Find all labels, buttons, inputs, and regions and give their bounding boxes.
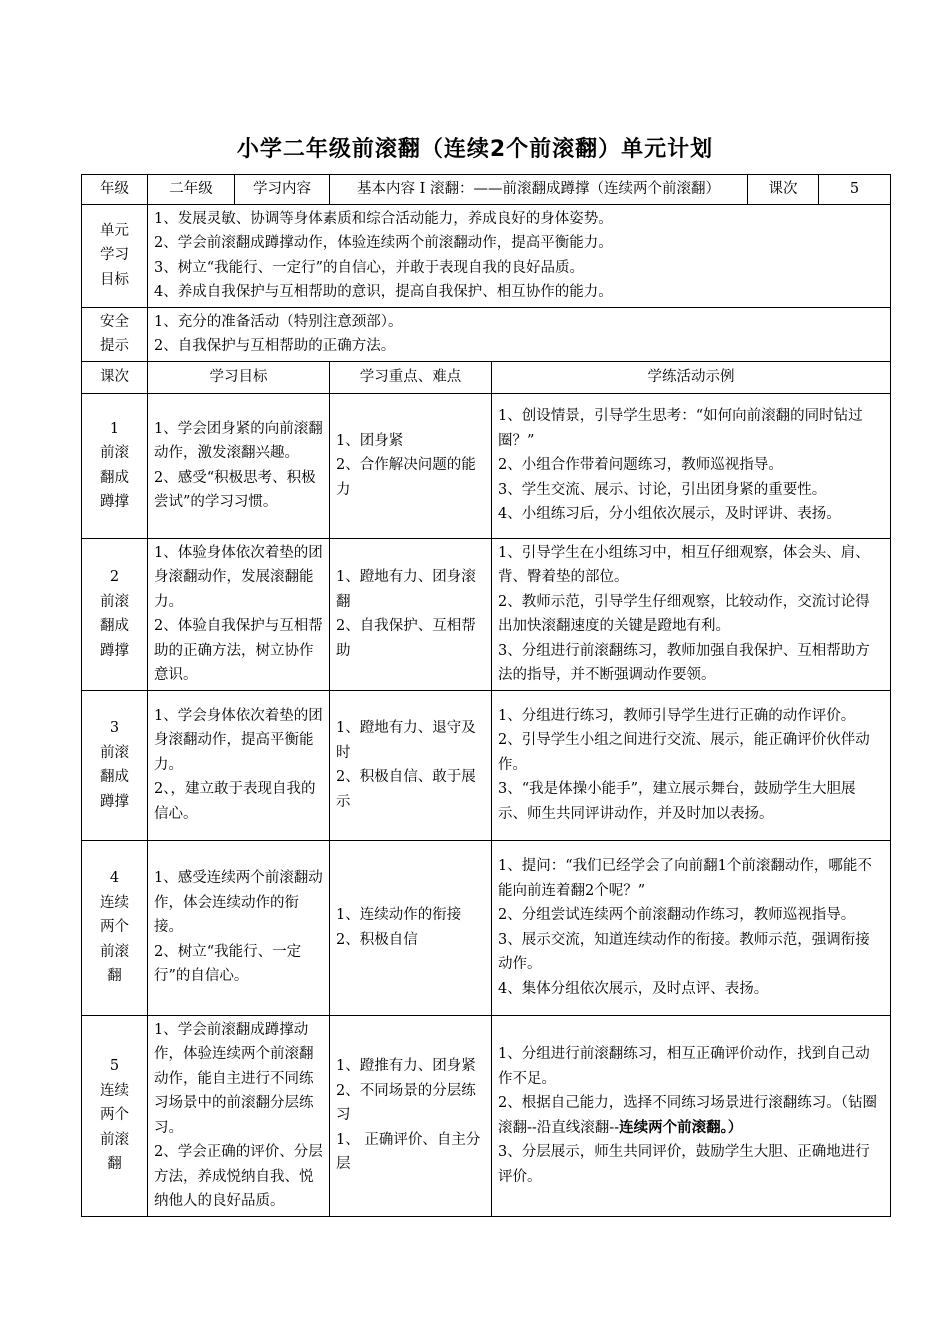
- lesson-activity-item: 4、小组练习后，分小组依次展示，及时评讲、表扬。: [498, 506, 841, 523]
- unit-goal-item: 4、养成自我保护与互相帮助的意识，提高自我保护、相互协作的能力。: [154, 284, 613, 300]
- lesson-key-item: 2、不同场景的分层练习: [336, 1082, 476, 1124]
- lesson-label-line: 2: [109, 569, 120, 585]
- lesson-key-item: 2、积极自信、敢于展示: [336, 769, 476, 810]
- lesson-label-line: 蹲撑: [100, 642, 129, 659]
- lesson-label: [82, 393, 148, 538]
- grade-label: 年级: [82, 175, 148, 205]
- lesson-label-line: 两个: [100, 1107, 129, 1124]
- lesson-activities: [492, 538, 891, 690]
- lesson-label-line: 连续: [100, 1082, 129, 1099]
- lesson-label: [82, 538, 148, 690]
- unit-goal-item: 2、学会前滚翻成蹲撑动作，体验连续两个前滚翻动作，提高平衡能力。: [154, 235, 613, 251]
- lesson-key-item: 2、自我保护、互相帮助: [336, 618, 476, 659]
- col-activity-header: 学练活动示例: [492, 361, 891, 393]
- lesson-activities: [492, 690, 891, 840]
- lesson-goals: [148, 840, 330, 1015]
- lesson-row: [82, 840, 891, 1015]
- lessons-label: 课次: [748, 175, 819, 205]
- safety-content: [148, 307, 891, 361]
- safety-label-line: 提示: [100, 338, 129, 354]
- activity-emphasis: 连续两个前滚翻。）: [619, 1118, 743, 1136]
- lesson-row: [82, 393, 891, 538]
- unit-goals-label-line: 目标: [100, 271, 129, 288]
- lesson-label-line: 4: [109, 870, 120, 887]
- lesson-key-item: 2、合作解决问题的能力: [336, 457, 476, 498]
- lesson-label-line: 3: [109, 720, 120, 736]
- lesson-goal-item: 2、感受“积极思考、积极尝试”的学习习惯。: [154, 469, 316, 510]
- lesson-key-item: 1、蹬地有力、团身滚翻: [336, 569, 476, 610]
- content-value: 基本内容 I 滚翻：——前滚翻成蹲撑（连续两个前滚翻）: [330, 175, 748, 205]
- lesson-goals: [148, 393, 330, 538]
- lesson-label-line: 前滚: [100, 1131, 129, 1148]
- col-lesson-header: 课次: [82, 361, 148, 393]
- lesson-label-line: 1: [109, 420, 120, 437]
- lesson-label-line: 翻成: [100, 618, 129, 634]
- lesson-activity-item: [498, 1091, 884, 1140]
- safety-label: [82, 307, 148, 361]
- lesson-goal-item: 2、学会正确的评价、分层方法，养成悦纳自我、悦纳他人的良好品质。: [154, 1144, 323, 1209]
- unit-goals-label: [82, 204, 148, 307]
- column-header-row: [82, 361, 891, 393]
- lesson-activity-item: 2、分组尝试连续两个前滚翻动作练习，教师巡视指导。: [498, 907, 856, 923]
- lesson-label-line: 前滚: [100, 445, 129, 461]
- lesson-label-line: 翻: [107, 1156, 122, 1173]
- lesson-key-item: 1、 正确评价、自主分层: [336, 1131, 481, 1173]
- lesson-label: [82, 690, 148, 840]
- lesson-goal-item: 1、感受连续两个前滚翻动作，体会连续动作的衔接。: [154, 870, 323, 936]
- unit-goal-item: 1、发展灵敏、协调等身体素质和综合活动能力，养成良好的身体姿势。: [154, 210, 613, 227]
- lesson-label-line: 蹲撑: [100, 793, 129, 810]
- lesson-goal-item: 2、体验自我保护与互相帮助的正确方法，树立协作意识。: [154, 618, 323, 683]
- lesson-activity-item: 3、学生交流、展示、讨论，引出团身紧的重要性。: [498, 481, 827, 498]
- lesson-activity-item: 3、展示交流，知道连续动作的衔接。教师示范，强调衔接动作。: [498, 931, 870, 972]
- lesson-activity-item: 1、分组进行练习，教师引导学生进行正确的动作评价。: [498, 707, 856, 724]
- safety-item: 1、充分的准备活动（特别注意颈部）。: [154, 313, 403, 330]
- lessons-value: 5: [819, 175, 891, 205]
- lesson-keys: [330, 1015, 492, 1216]
- lesson-activity-item: 2、教师示范，引导学生仔细观察，比较动作，交流讨论得出加快滚翻速度的关键是蹬地有利。: [498, 593, 870, 634]
- lesson-activity-item: 2、引导学生小组之间进行交流、展示，能正确评价伙伴动作。: [498, 732, 870, 773]
- lesson-activity-item: 1、分组进行前滚翻练习，相互正确评价动作，找到自己动作不足。: [498, 1046, 870, 1087]
- unit-goal-item: 3、树立“我能行、一定行”的自信心，并敢于表现自我的良好品质。: [154, 259, 585, 276]
- unit-goals-content: [148, 204, 891, 307]
- lesson-goal-item: 1、学会前滚翻成蹲撑动作，体验连续两个前滚翻动作，能自主进行不同练习场景中的前滚翻分层练习。: [154, 1021, 314, 1136]
- lesson-activity-item: 1、引导学生在小组练习中，相互仔细观察，体会头、肩、背、臀着垫的部位。: [498, 544, 870, 585]
- lesson-label-line: 前滚: [100, 744, 129, 761]
- unit-goals-row: [82, 204, 891, 307]
- lesson-keys: [330, 393, 492, 538]
- lesson-keys: [330, 538, 492, 690]
- page-title: 小学二年级前滚翻（连续2个前滚翻）单元计划: [236, 137, 714, 162]
- safety-item: 2、自我保护与互相帮助的正确方法。: [154, 338, 396, 354]
- lesson-keys: [330, 690, 492, 840]
- lesson-label: [82, 840, 148, 1015]
- lesson-activity-item: 4、集体分组依次展示，及时点评、表扬。: [498, 980, 769, 997]
- lesson-label-line: 前滚: [100, 943, 129, 960]
- unit-plan-table: [81, 174, 891, 1217]
- lesson-label-line: 翻成: [100, 469, 129, 486]
- lesson-activity-item: 3、“我是体操小能手”，建立展示舞台，鼓励学生大胆展示、师生共同评讲动作，并及时加以表扬。: [498, 781, 856, 822]
- lesson-row: [82, 1015, 891, 1216]
- lesson-label-line: 5: [109, 1058, 120, 1075]
- lesson-label-line: 两个: [100, 919, 129, 936]
- lesson-activity-item: 3、分组进行前滚翻练习，教师加强自我保护、互相帮助方法的指导，并不断强调动作要领。: [498, 642, 870, 683]
- grade-value: 二年级: [148, 175, 235, 205]
- lesson-row: [82, 690, 891, 840]
- lesson-activity-item: 3、分层展示，师生共同评价，鼓励学生大胆、正确地进行评价。: [498, 1144, 870, 1185]
- lesson-key-item: 1、蹬地有力、退守及时: [336, 720, 476, 761]
- lesson-keys: [330, 840, 492, 1015]
- lesson-label: [82, 1015, 148, 1216]
- unit-goals-label-line: 单元: [100, 222, 129, 239]
- lesson-goal-item: 1、学会团身紧的向前滚翻动作，激发滚翻兴趣。: [154, 420, 323, 461]
- safety-label-line: 安全: [100, 313, 129, 330]
- lesson-row: [82, 538, 891, 690]
- lesson-activity-item: 2、小组合作带着问题练习，教师巡视指导。: [498, 457, 783, 474]
- safety-row: [82, 307, 891, 361]
- lesson-label-line: 翻成: [100, 769, 129, 785]
- unit-goals-label-line: 学习: [100, 247, 129, 264]
- lesson-goal-item: 2、树立“我能行、一定行”的自信心。: [154, 943, 302, 985]
- lesson-key-item: 2、积极自信: [336, 931, 418, 948]
- lesson-activities: [492, 393, 891, 538]
- header-row: [82, 175, 891, 205]
- activity-text: 2、根据自己能力，选择不同练习场景进行滚翻练习。（钻圈滚翻--沿直线滚翻--: [498, 1095, 877, 1136]
- lesson-goal-item: 1、体验身体依次着垫的团身滚翻动作，发展滚翻能力。: [154, 544, 323, 610]
- lesson-goals: [148, 1015, 330, 1216]
- lesson-label-line: 翻: [107, 968, 122, 985]
- lesson-goal-item: 2、，建立敢于表现自我的信心。: [154, 781, 316, 822]
- lesson-label-line: 连续: [100, 894, 129, 911]
- lesson-activities: [492, 1015, 891, 1216]
- lesson-label-line: 蹲撑: [100, 494, 129, 510]
- lesson-activity-item: 1、提问：“我们已经学会了向前翻1个前滚翻动作，哪能不能向前连着翻2个呢？”: [498, 858, 872, 899]
- lesson-key-item: 1、蹬推有力、团身紧: [336, 1058, 476, 1075]
- lesson-label-line: 前滚: [100, 593, 129, 610]
- lesson-goals: [148, 690, 330, 840]
- col-key-header: 学习重点、难点: [330, 361, 492, 393]
- content-label: 学习内容: [235, 175, 330, 205]
- lesson-key-item: 1、团身紧: [336, 432, 404, 449]
- col-goal-header: 学习目标: [148, 361, 330, 393]
- lesson-activities: [492, 840, 891, 1015]
- lesson-goals: [148, 538, 330, 690]
- lesson-goal-item: 1、学会身体依次着垫的团身滚翻动作，提高平衡能力。: [154, 707, 323, 773]
- lesson-key-item: 1、连续动作的衔接: [336, 907, 462, 923]
- lesson-activity-item: 1、创设情景，引导学生思考：“如何向前滚翻的同时钻过圈？”: [498, 408, 863, 449]
